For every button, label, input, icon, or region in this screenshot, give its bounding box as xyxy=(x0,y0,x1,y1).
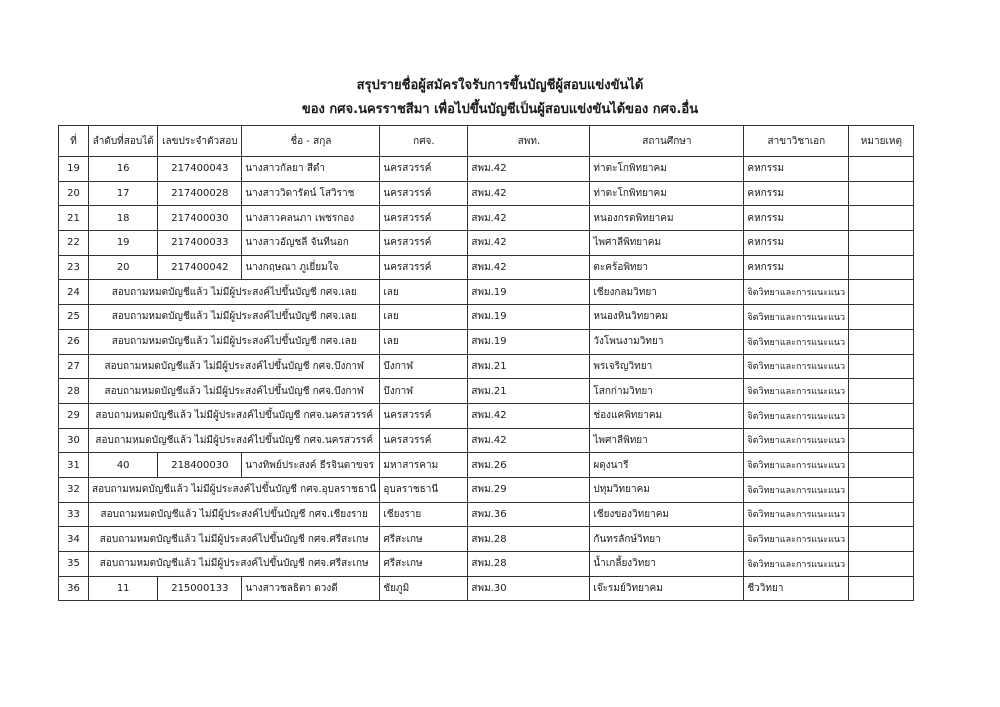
cell-rank: 19 xyxy=(89,231,158,256)
header-kosoj: กศจ. xyxy=(380,126,468,157)
candidates-table xyxy=(58,125,914,601)
cell-note xyxy=(849,453,914,478)
table-row xyxy=(59,502,914,527)
cell-major: จิตวิทยาและการแนะแนว xyxy=(744,428,849,453)
table-row xyxy=(59,231,914,256)
cell-major: จิตวิทยาและการแนะแนว xyxy=(744,527,849,552)
cell-no: 29 xyxy=(59,403,89,428)
cell-school: เชียงของวิทยาคม xyxy=(590,502,744,527)
cell-kosoj: เลย xyxy=(380,329,468,354)
table-header-row xyxy=(59,126,914,157)
cell-exam-id: 217400043 xyxy=(158,157,242,182)
table-row xyxy=(59,552,914,577)
cell-note xyxy=(849,576,914,601)
cell-no: 26 xyxy=(59,329,89,354)
cell-spt: สพม.28 xyxy=(468,552,590,577)
cell-kosoj: เชียงราย xyxy=(380,502,468,527)
cell-major: จิตวิทยาและการแนะแนว xyxy=(744,280,849,305)
document-subtitle: ของ กศจ.นครราชสีมา เพื่อไปขึ้นบัญชีเป็นผู้สอบแข่งขันได้ของ กศจ.อื่น xyxy=(301,102,699,117)
cell-kosoj: นครสวรรค์ xyxy=(380,157,468,182)
cell-spt: สพม.42 xyxy=(468,157,590,182)
header-name: ชื่อ - สกุล xyxy=(242,126,380,157)
cell-no: 21 xyxy=(59,206,89,231)
cell-spt: สพม.30 xyxy=(468,576,590,601)
cell-major: คหกรรม xyxy=(744,206,849,231)
cell-span-text: สอบถามหมดบัญชีแล้ว ไม่มีผู้ประสงค์ไปขึ้นบัญชี กศจ.อุบลราชธานี xyxy=(89,477,380,502)
cell-spt: สพม.42 xyxy=(468,255,590,280)
cell-major: จิตวิทยาและการแนะแนว xyxy=(744,379,849,404)
cell-kosoj: อุบลราชธานี xyxy=(380,477,468,502)
cell-no: 19 xyxy=(59,157,89,182)
cell-school: ไพศาลีพิทยาคม xyxy=(590,231,744,256)
cell-spt: สพม.19 xyxy=(468,329,590,354)
table-row xyxy=(59,329,914,354)
header-exam-id: เลขประจำตัวสอบ xyxy=(158,126,242,157)
cell-school: ปทุมวิทยาคม xyxy=(590,477,744,502)
table-row xyxy=(59,477,914,502)
cell-major: คหกรรม xyxy=(744,181,849,206)
cell-no: 31 xyxy=(59,453,89,478)
cell-school: กันทรลักษ์วิทยา xyxy=(590,527,744,552)
cell-school: ตะคร้อพิทยา xyxy=(590,255,744,280)
cell-kosoj: นครสวรรค์ xyxy=(380,231,468,256)
cell-spt: สพม.42 xyxy=(468,206,590,231)
cell-note xyxy=(849,552,914,577)
cell-rank: 18 xyxy=(89,206,158,231)
cell-exam-id: 217400033 xyxy=(158,231,242,256)
cell-name: นางสาวชลธิดา ดวงดี xyxy=(242,576,380,601)
cell-major: จิตวิทยาและการแนะแนว xyxy=(744,552,849,577)
cell-note xyxy=(849,379,914,404)
cell-name: นางทิพย์ประสงค์ ธีรจินดาขจร xyxy=(242,453,380,478)
cell-exam-id: 215000133 xyxy=(158,576,242,601)
table-row xyxy=(59,157,914,182)
cell-note xyxy=(849,403,914,428)
cell-school: ท่าตะโกพิทยาคม xyxy=(590,181,744,206)
table-row xyxy=(59,305,914,330)
cell-spt: สพม.21 xyxy=(468,379,590,404)
cell-span-text: สอบถามหมดบัญชีแล้ว ไม่มีผู้ประสงค์ไปขึ้นบัญชี กศจ.เลย xyxy=(89,329,380,354)
cell-no: 36 xyxy=(59,576,89,601)
cell-note xyxy=(849,231,914,256)
cell-school: หนองหินวิทยาคม xyxy=(590,305,744,330)
cell-note xyxy=(849,527,914,552)
table-row xyxy=(59,576,914,601)
cell-school: หนองกรดพิทยาคม xyxy=(590,206,744,231)
cell-spt: สพม.28 xyxy=(468,527,590,552)
table-row xyxy=(59,379,914,404)
cell-school: เจ๊ะรมย์วิทยาคม xyxy=(590,576,744,601)
cell-kosoj: ศรีสะเกษ xyxy=(380,527,468,552)
cell-kosoj: นครสวรรค์ xyxy=(380,206,468,231)
cell-note xyxy=(849,428,914,453)
header-major: สาขาวิชาเอก xyxy=(744,126,849,157)
cell-note xyxy=(849,305,914,330)
cell-note xyxy=(849,502,914,527)
cell-note xyxy=(849,280,914,305)
cell-no: 23 xyxy=(59,255,89,280)
header-rank: ลำดับที่สอบได้ xyxy=(89,126,158,157)
header-spt: สพท. xyxy=(468,126,590,157)
cell-spt: สพม.21 xyxy=(468,354,590,379)
table-row xyxy=(59,453,914,478)
cell-no: 27 xyxy=(59,354,89,379)
header-school: สถานศึกษา xyxy=(590,126,744,157)
table-row xyxy=(59,280,914,305)
cell-kosoj: เลย xyxy=(380,305,468,330)
cell-kosoj: ชัยภูมิ xyxy=(380,576,468,601)
cell-span-text: สอบถามหมดบัญชีแล้ว ไม่มีผู้ประสงค์ไปขึ้นบัญชี กศจ.บึงกาฬ xyxy=(89,379,380,404)
cell-exam-id: 218400030 xyxy=(158,453,242,478)
cell-kosoj: นครสวรรค์ xyxy=(380,403,468,428)
cell-spt: สพม.19 xyxy=(468,280,590,305)
cell-name: นางสาวคลนภา เพชรกอง xyxy=(242,206,380,231)
cell-no: 32 xyxy=(59,477,89,502)
cell-exam-id: 217400028 xyxy=(158,181,242,206)
cell-school: ผดุงนารี xyxy=(590,453,744,478)
cell-spt: สพม.42 xyxy=(468,181,590,206)
header-no: ที่ xyxy=(59,126,89,157)
cell-kosoj: บึงกาฬ xyxy=(380,379,468,404)
table-row xyxy=(59,527,914,552)
cell-rank: 16 xyxy=(89,157,158,182)
cell-span-text: สอบถามหมดบัญชีแล้ว ไม่มีผู้ประสงค์ไปขึ้นบัญชี กศจ.เชียงราย xyxy=(89,502,380,527)
cell-school: น้ำเกลี้ยงวิทยา xyxy=(590,552,744,577)
header-note: หมายเหตุ xyxy=(849,126,914,157)
table-row xyxy=(59,354,914,379)
table-row xyxy=(59,403,914,428)
cell-school: โสกก่ามวิทยา xyxy=(590,379,744,404)
cell-spt: สพม.29 xyxy=(468,477,590,502)
cell-kosoj: นครสวรรค์ xyxy=(380,428,468,453)
table-row xyxy=(59,428,914,453)
cell-name: นางกฤษณา ภูเยี่ยมใจ xyxy=(242,255,380,280)
cell-kosoj: บึงกาฬ xyxy=(380,354,468,379)
cell-exam-id: 217400030 xyxy=(158,206,242,231)
cell-spt: สพม.42 xyxy=(468,231,590,256)
cell-no: 35 xyxy=(59,552,89,577)
cell-no: 33 xyxy=(59,502,89,527)
cell-note xyxy=(849,255,914,280)
cell-no: 22 xyxy=(59,231,89,256)
document-title: สรุปรายชื่อผู้สมัครใจรับการขึ้นบัญชีผู้สอบแข่งขันได้ xyxy=(356,78,644,93)
cell-name: นางสาววิดารัตน์ โสวิราช xyxy=(242,181,380,206)
cell-kosoj: ศรีสะเกษ xyxy=(380,552,468,577)
cell-span-text: สอบถามหมดบัญชีแล้ว ไม่มีผู้ประสงค์ไปขึ้นบัญชี กศจ.บึงกาฬ xyxy=(89,354,380,379)
cell-kosoj: นครสวรรค์ xyxy=(380,181,468,206)
table-row xyxy=(59,206,914,231)
cell-note xyxy=(849,206,914,231)
cell-school: พรเจริญวิทยา xyxy=(590,354,744,379)
cell-no: 25 xyxy=(59,305,89,330)
cell-major: ชีววิทยา xyxy=(744,576,849,601)
cell-spt: สพม.36 xyxy=(468,502,590,527)
cell-note xyxy=(849,354,914,379)
cell-no: 24 xyxy=(59,280,89,305)
table-row xyxy=(59,181,914,206)
cell-span-text: สอบถามหมดบัญชีแล้ว ไม่มีผู้ประสงค์ไปขึ้นบัญชี กศจ.เลย xyxy=(89,280,380,305)
cell-span-text: สอบถามหมดบัญชีแล้ว ไม่มีผู้ประสงค์ไปขึ้นบัญชี กศจ.เลย xyxy=(89,305,380,330)
cell-span-text: สอบถามหมดบัญชีแล้ว ไม่มีผู้ประสงค์ไปขึ้นบัญชี กศจ.ศรีสะเกษ xyxy=(89,527,380,552)
cell-school: ไพศาลีพิทยา xyxy=(590,428,744,453)
cell-major: จิตวิทยาและการแนะแนว xyxy=(744,453,849,478)
cell-span-text: สอบถามหมดบัญชีแล้ว ไม่มีผู้ประสงค์ไปขึ้นบัญชี กศจ.นครสวรรค์ xyxy=(89,428,380,453)
cell-school: ท่าตะโกพิทยาคม xyxy=(590,157,744,182)
cell-major: จิตวิทยาและการแนะแนว xyxy=(744,354,849,379)
cell-note xyxy=(849,181,914,206)
cell-note xyxy=(849,329,914,354)
cell-spt: สพม.42 xyxy=(468,428,590,453)
cell-rank: 20 xyxy=(89,255,158,280)
cell-major: จิตวิทยาและการแนะแนว xyxy=(744,329,849,354)
cell-note xyxy=(849,157,914,182)
cell-rank: 17 xyxy=(89,181,158,206)
cell-school: วังโพนงามวิทยา xyxy=(590,329,744,354)
cell-major: จิตวิทยาและการแนะแนว xyxy=(744,403,849,428)
cell-major: คหกรรม xyxy=(744,157,849,182)
cell-no: 30 xyxy=(59,428,89,453)
cell-name: นางสาวอัญชลี จันทีนอก xyxy=(242,231,380,256)
cell-exam-id: 217400042 xyxy=(158,255,242,280)
cell-major: จิตวิทยาและการแนะแนว xyxy=(744,305,849,330)
cell-spt: สพม.19 xyxy=(468,305,590,330)
cell-spt: สพม.26 xyxy=(468,453,590,478)
cell-kosoj: เลย xyxy=(380,280,468,305)
cell-major: จิตวิทยาและการแนะแนว xyxy=(744,477,849,502)
cell-span-text: สอบถามหมดบัญชีแล้ว ไม่มีผู้ประสงค์ไปขึ้นบัญชี กศจ.นครสวรรค์ xyxy=(89,403,380,428)
cell-kosoj: มหาสารคาม xyxy=(380,453,468,478)
cell-school: เชียงกลมวิทยา xyxy=(590,280,744,305)
cell-major: คหกรรม xyxy=(744,231,849,256)
cell-no: 20 xyxy=(59,181,89,206)
cell-no: 28 xyxy=(59,379,89,404)
cell-no: 34 xyxy=(59,527,89,552)
cell-rank: 40 xyxy=(89,453,158,478)
cell-major: คหกรรม xyxy=(744,255,849,280)
cell-school: ช่องแคพิทยาคม xyxy=(590,403,744,428)
cell-name: นางสาวกัลยา สีดำ xyxy=(242,157,380,182)
cell-kosoj: นครสวรรค์ xyxy=(380,255,468,280)
cell-rank: 11 xyxy=(89,576,158,601)
cell-note xyxy=(849,477,914,502)
cell-span-text: สอบถามหมดบัญชีแล้ว ไม่มีผู้ประสงค์ไปขึ้นบัญชี กศจ.ศรีสะเกษ xyxy=(89,552,380,577)
cell-major: จิตวิทยาและการแนะแนว xyxy=(744,502,849,527)
table-row xyxy=(59,255,914,280)
cell-spt: สพม.42 xyxy=(468,403,590,428)
